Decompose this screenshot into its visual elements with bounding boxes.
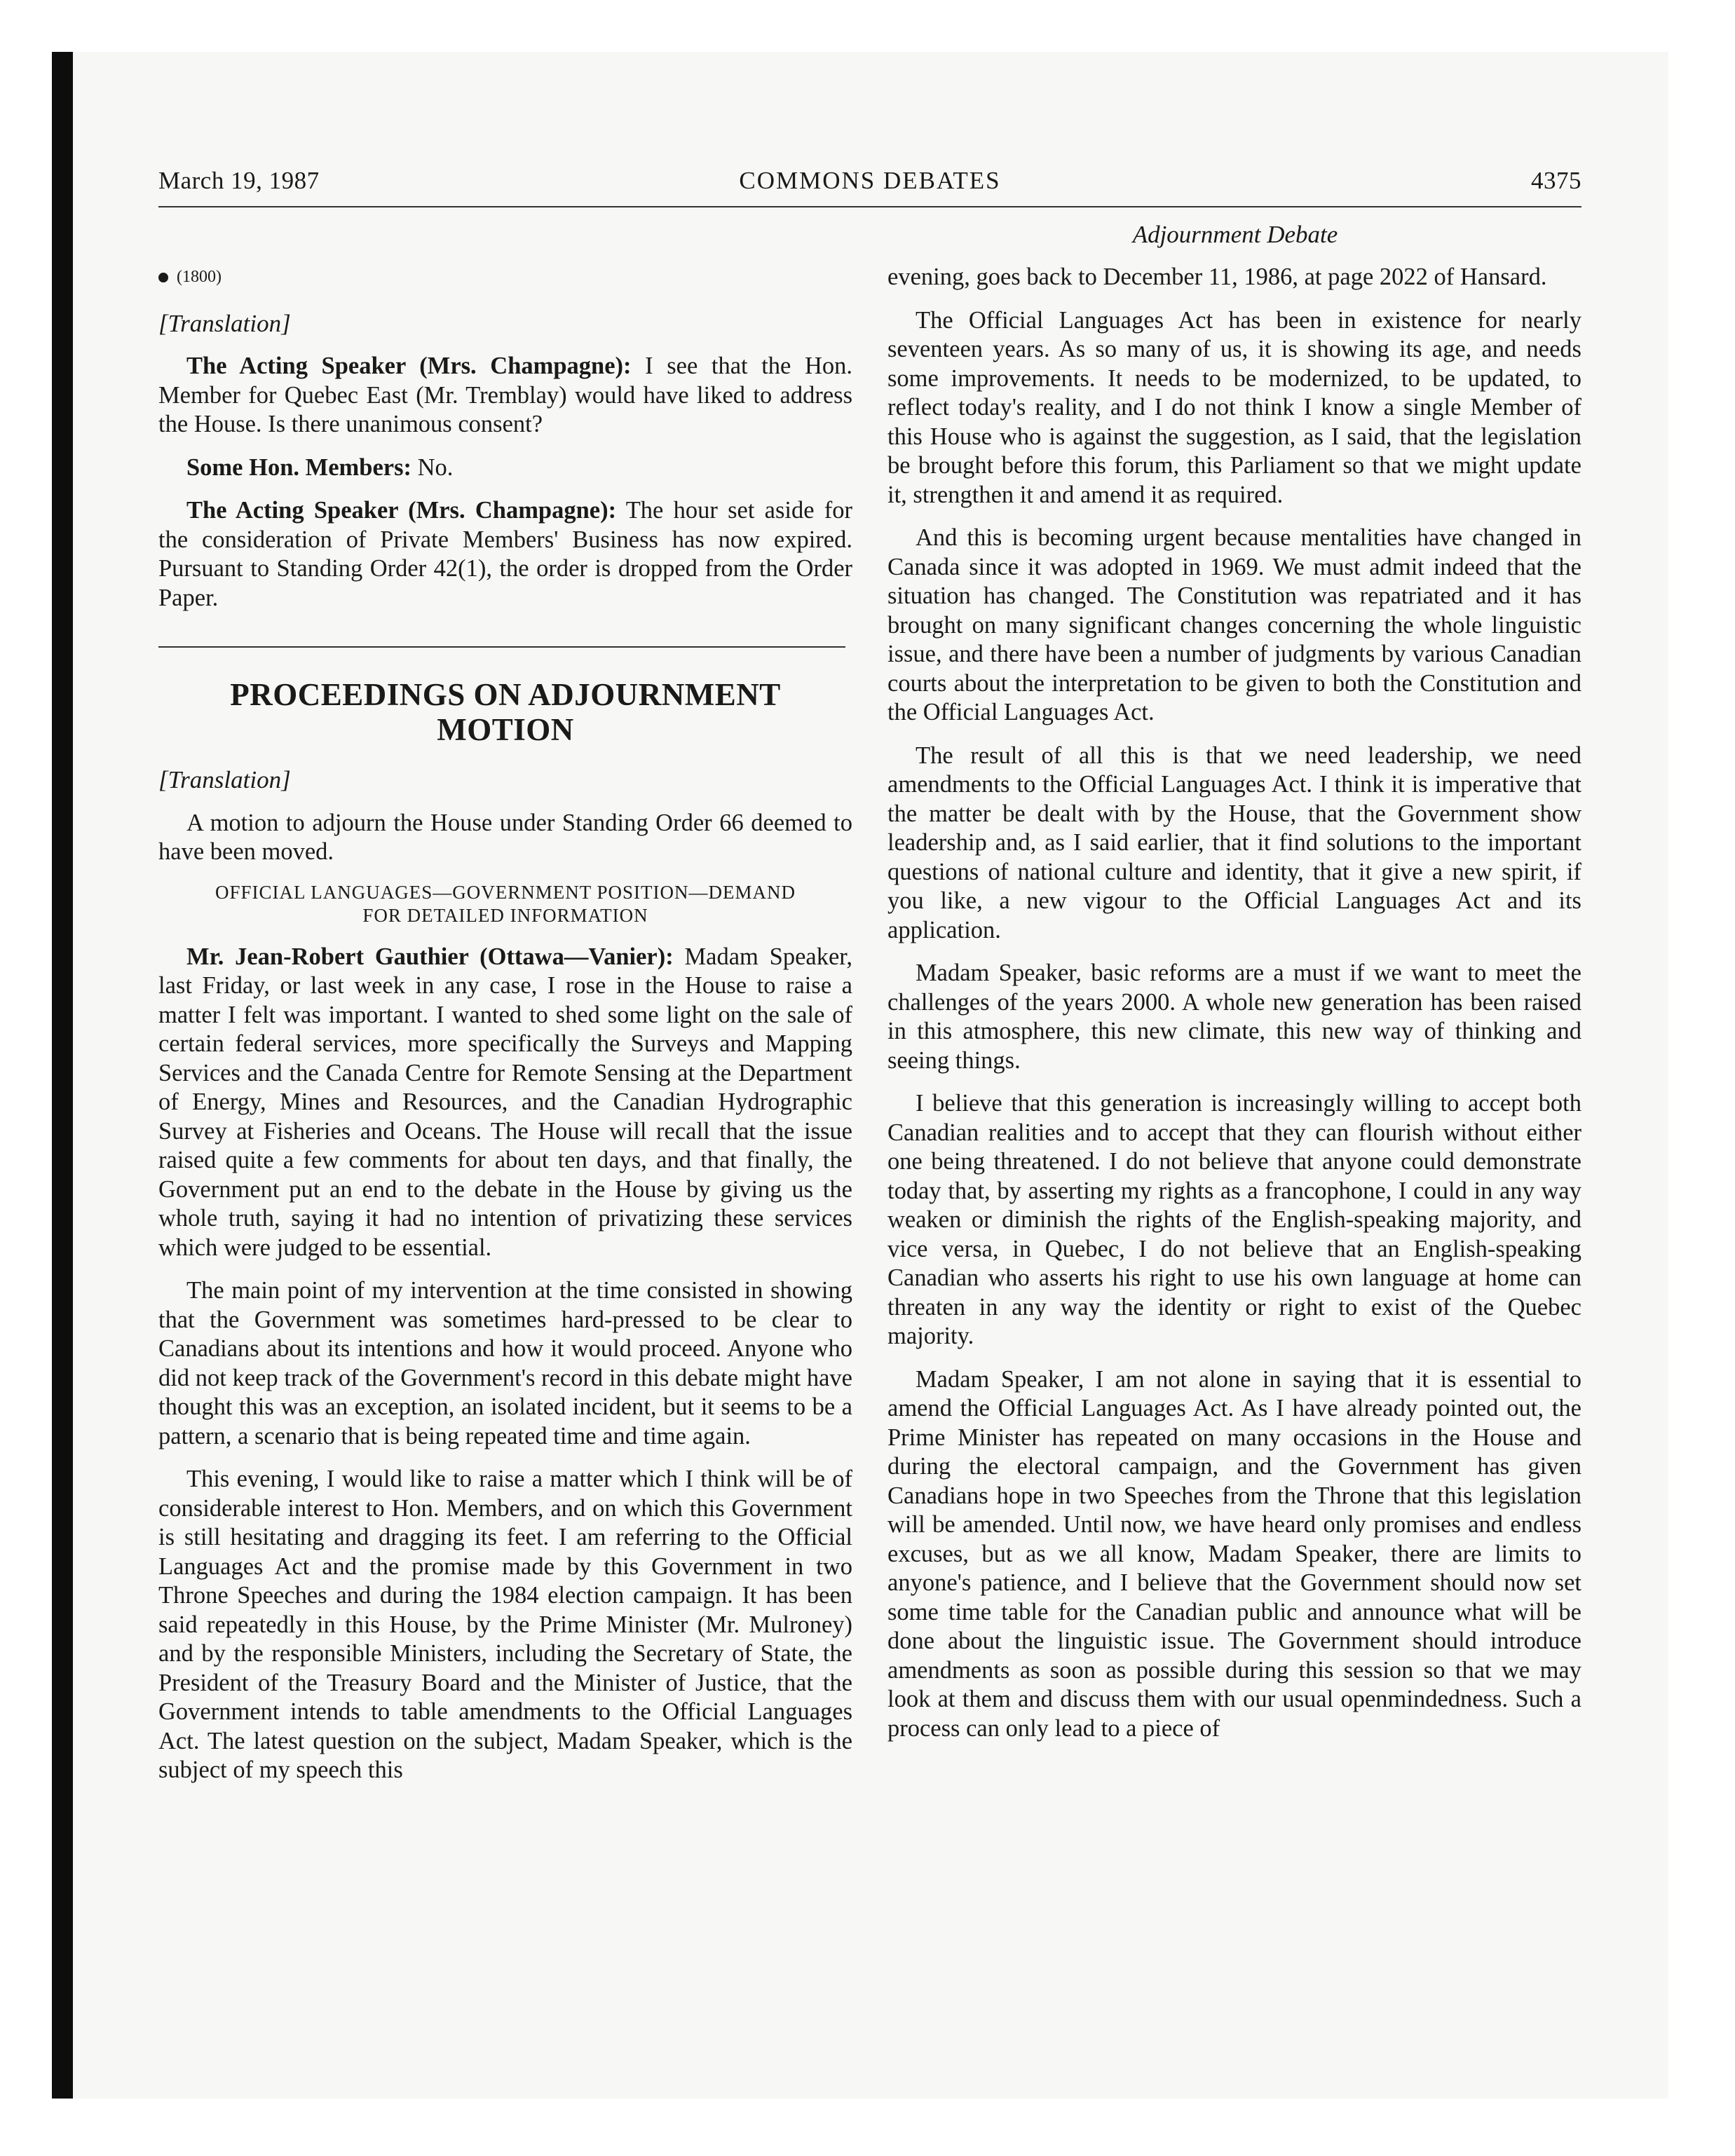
speech-text: I see that the Hon. Member for Quebec East (Mr. Tremblay) would have liked to address the House. Is there unanimous consent? [158,353,852,437]
speaker-name: Mr. Jean-Robert Gauthier (Ottawa—Vanier): [186,943,674,970]
paragraph: The Official Languages Act has been in existence for nearly seventeen years. As so many of us, it is showing its age, and needs some improvements. It needs to be modernized, to be updated, to reflect today's reality, and I do not think I know a single Member of this House who is against the suggestion, as I said, that the legislation be brought before this forum, this Parliament so that we might update it, strengthen it and amend it as required. [887,306,1581,508]
speech-text: The hour set aside for the consideration of Private Members' Business has now expired. Pursuant to Standing Order 42(1), the order is dropped from the Order Paper. [158,497,852,611]
paragraph [158,943,852,1263]
paragraph: Madam Speaker, basic reforms are a must if we want to meet the challenges of the years 2000. A whole new generation has been raised in this atmosphere, this new climate, this new way of thinking and seeing things. [887,960,1581,1074]
speech-text: Madam Speaker, last Friday, or last week in any case, I rose in the House to raise a matter I felt was important. I wanted to shed some light on the sale of certain federal services, more specifically the Surveys and Mapping Services and the Canada Centre for Remote Sensing at the Department of Energy, Mines and Resources, and the Canadian Hydrographic Survey at Fisheries and Oceans. The House will recall that the issue raised quite a few comments for about ten days, and that finally, the Government put an end to the debate in the House by giving us the whole truth, saying it had no intention of privatizing these services which were judged to be essential. [158,943,852,1261]
subject-line: FOR DETAILED INFORMATION [362,904,648,926]
speaker-name: The Acting Speaker (Mrs. Champagne): [186,497,617,524]
subject-line: OFFICIAL LANGUAGES—GOVERNMENT POSITION—DEMAND [215,881,796,903]
header-page-number: 4375 [1531,167,1581,194]
paragraph: Madam Speaker, I am not alone in saying that it is essential to amend the Official Languages Act. As I have already pointed out, the Prime Minister has repeated on many occasions in the House and during the electoral campaign, and the Government has given Canadians hope in two Speeches from the Throne that this legislation will be amended. Until now, we have heard only promises and endless excuses, but as we all know, Madam Speaker, there are limits to anyone's patience, and I believe that the Government should now set some time table for the Canadian public and announce what will be done about the linguistic issue. The Government should introduce amendments as soon as possible during this session so that we may look at them and discuss them with our usual openmindedness. Such a process can only lead to a piece of [887,1365,1581,1742]
scan-edge [52,52,73,2099]
paragraph: And this is becoming urgent because mentalities have changed in Canada since it was adopted in 1969. We must admit indeed that the situation has changed. The Constitution was repatriated and it has brought on many significant changes concerning the whole linguistic issue, and there have been a number of judgments by various Canadian courts about the interpretation to be given to both the Constitution and the Official Languages Act. [887,524,1581,725]
header-publication: COMMONS DEBATES [739,167,1001,194]
header-date: March 19, 1987 [158,167,320,194]
translation-note: [Translation] [158,309,291,337]
running-head: Adjournment Debate [1132,221,1338,248]
speech-text: No. [411,453,454,481]
paragraph: The result of all this is that we need leadership, we need amendments to the Official Languages Act. I think it is imperative that the matter be dealt with by the House, that the Government show leadership and, as I said earlier, that it find solutions to the important questions of national culture and identity, that it give a new spirit, if you like, a new vigour to the Official Languages Act and its application. [887,742,1581,943]
paragraph [158,453,852,483]
translation-note: [Translation] [158,766,291,793]
right-column [887,263,1581,1757]
paragraph [158,352,852,439]
paragraph: I believe that this generation is increasingly willing to accept both Canadian realities and to accept that they can flourish without either one being threatened. I do not believe that anyone could demonstrate today that, by asserting my rights as a francophone, I could in any way weaken or diminish the rights of the English-speaking majority, and vice versa, in Quebec, I do not believe that an English-speaking Canadian who asserts his right to use his own language at home can threaten in any way the identity or right to exist of the Quebec majority. [887,1090,1581,1349]
section-divider [158,646,845,648]
paragraph: The main point of my intervention at the time consisted in showing that the Government was sometimes hard-pressed to be clear to Canadians about its intentions and how it would proceed. Anyone who did not keep track of the Government's record in this debate might have thought this was an exception, an isolated incident, but it seems to be a pattern, a scenario that is being repeated time and time again. [158,1277,852,1449]
speaker-name: Some Hon. Members: [186,453,411,481]
paragraph [158,496,852,613]
timestamp-text: (1800) [177,268,222,286]
bullet-icon [158,273,168,282]
motion-paragraph: A motion to adjourn the House under Standing Order 66 deemed to have been moved. [158,809,852,865]
debate-subject [158,881,852,927]
paragraph: This evening, I would like to raise a matter which I think will be of considerable interest to Hon. Members, and on which this Government is still hesitating and dragging its feet. I am referring to the Official Languages Act and the promise made by this Government in two Throne Speeches and during the 1984 election campaign. It has been said repeatedly in this House, by the Prime Minister (Mr. Mulroney) and by the responsible Ministers, including the Secretary of State, the President of the Treasury Board and the Minister of Justice, that the Government intends to table amendments to the Official Languages Act. The latest question on the subject, Madam Speaker, which is the subject of my speech this [158,1466,852,1783]
section-title-line: PROCEEDINGS ON ADJOURNMENT [230,677,781,712]
page-header [158,167,1581,207]
left-column [158,263,852,1799]
section-title [158,677,852,747]
paragraph: evening, goes back to December 11, 1986, at page 2022 of Hansard. [887,264,1547,290]
speaker-name: The Acting Speaker (Mrs. Champagne): [186,353,632,379]
timestamp [158,263,852,292]
section-title-line: MOTION [437,712,574,747]
